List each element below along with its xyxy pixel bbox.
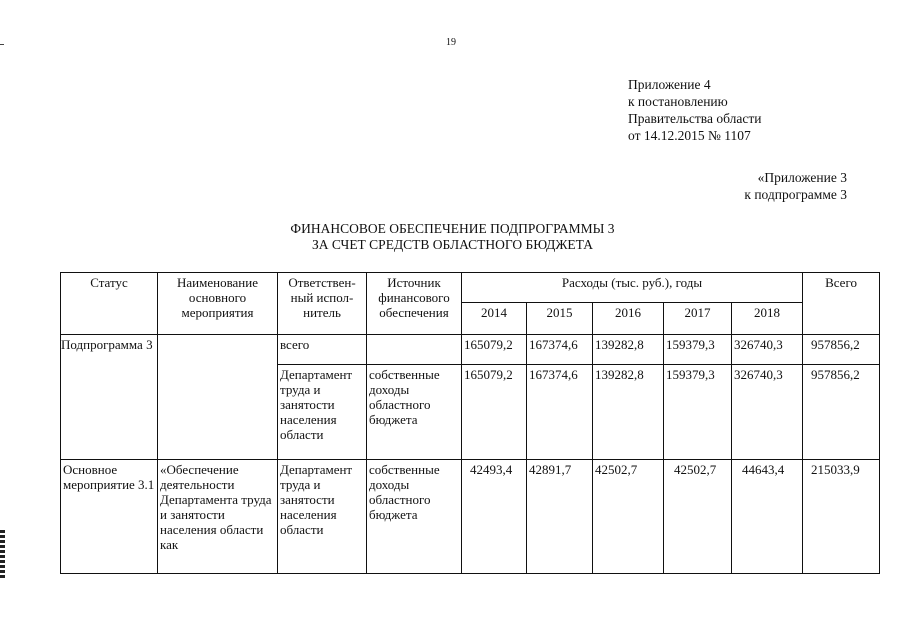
sub-appendix-line-2: к подпрограмме 3	[744, 187, 847, 202]
row-total: 215033,9	[803, 460, 880, 574]
header-year-2017: 2017	[664, 303, 732, 335]
scan-mark	[0, 44, 4, 45]
sub-appendix-line-1: «Приложение 3	[757, 170, 847, 185]
page-number: 19	[446, 37, 456, 48]
row-value-2015: 42891,7	[527, 460, 593, 574]
row-source	[367, 335, 462, 365]
row-value-2016: 139282,8	[593, 335, 664, 365]
row-total: 957856,2	[803, 335, 880, 365]
row-value-2018: 326740,3	[732, 365, 803, 460]
row-total: 957856,2	[803, 365, 880, 460]
row-source: собственные доходы областного бюджета	[367, 365, 462, 460]
binding-mark	[0, 530, 5, 580]
header-expenses: Расходы (тыс. руб.), годы	[462, 273, 803, 303]
header-responsible: Ответствен-ный испол-нитель	[278, 273, 367, 335]
title-line-2: ЗА СЧЕТ СРЕДСТВ ОБЛАСТНОГО БЮДЖЕТА	[311, 237, 594, 252]
row-value-2015: 167374,6	[527, 335, 593, 365]
appendix-line-4: от 14.12.2015 № 1107	[628, 128, 751, 143]
row-responsible: Департамент труда и занятости населения области	[278, 365, 367, 460]
appendix-line-3: Правительства области	[628, 111, 762, 126]
sub-appendix-header	[744, 169, 847, 203]
title-line-1: ФИНАНСОВОЕ ОБЕСПЕЧЕНИЕ ПОДПРОГРАММЫ 3	[290, 221, 615, 236]
header-total: Всего	[803, 273, 880, 335]
row-value-2017: 159379,3	[664, 365, 732, 460]
header-year-2015: 2015	[527, 303, 593, 335]
row-value-2018: 326740,3	[732, 335, 803, 365]
row-value-2014: 165079,2	[462, 335, 527, 365]
row-status: Подпрограмма 3	[61, 335, 158, 460]
header-year-2016: 2016	[593, 303, 664, 335]
header-year-2018: 2018	[732, 303, 803, 335]
row-value-2016: 139282,8	[593, 365, 664, 460]
row-value-2014: 42493,4	[462, 460, 527, 574]
row-status: Основное мероприятие 3.1	[61, 460, 158, 574]
row-responsible: всего	[278, 335, 367, 365]
table-row	[61, 335, 880, 365]
row-value-2017: 42502,7	[664, 460, 732, 574]
document-title	[0, 221, 905, 253]
row-name	[158, 335, 278, 460]
appendix-line-2: к постановлению	[628, 94, 728, 109]
header-year-2014: 2014	[462, 303, 527, 335]
row-responsible: Департамент труда и занятости населения области	[278, 460, 367, 574]
row-value-2018: 44643,4	[732, 460, 803, 574]
row-source: собственные доходы областного бюджета	[367, 460, 462, 574]
header-name: Наименование основного мероприятия	[158, 273, 278, 335]
appendix-header	[628, 76, 761, 144]
row-name: «Обеспечение деятельности Департамента труда и занятости населения области как	[158, 460, 278, 574]
appendix-line-1: Приложение 4	[628, 77, 711, 92]
row-value-2016: 42502,7	[593, 460, 664, 574]
table-row	[61, 460, 880, 574]
header-source: Источник финансового обеспечения	[367, 273, 462, 335]
financing-table	[60, 272, 880, 574]
header-status: Статус	[61, 273, 158, 335]
row-value-2015: 167374,6	[527, 365, 593, 460]
row-value-2014: 165079,2	[462, 365, 527, 460]
row-value-2017: 159379,3	[664, 335, 732, 365]
